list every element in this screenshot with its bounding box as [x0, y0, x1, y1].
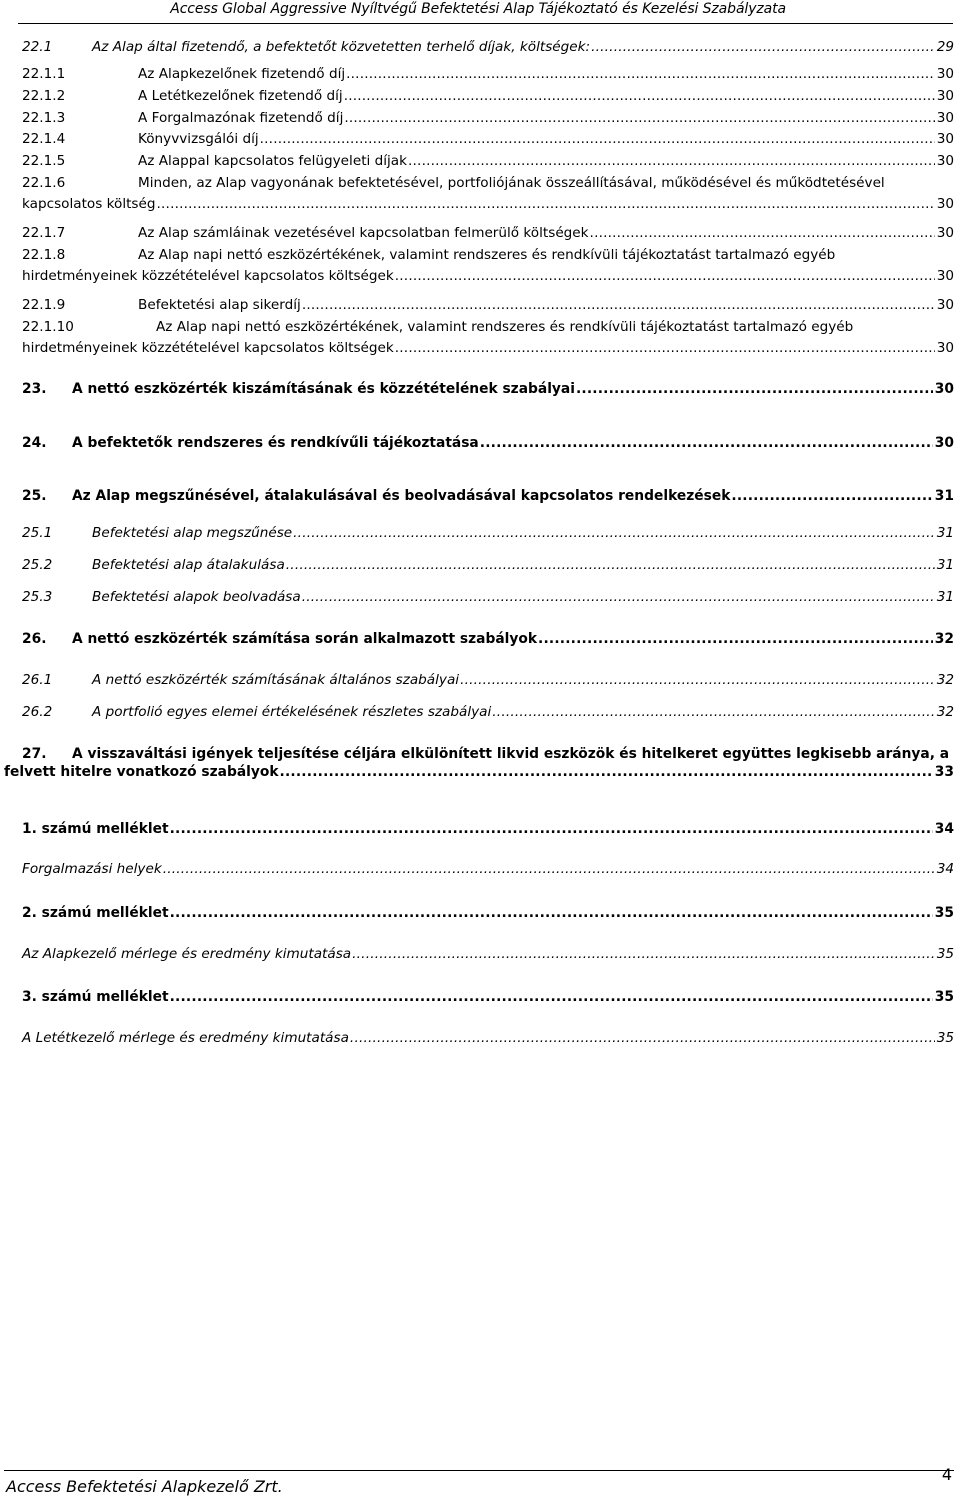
toc-entry-title-line: A visszaváltási igények teljesítése céljára elkülönített likvid eszközök és hitelkeret együttes legkisebb aránya, a [72, 746, 950, 762]
toc-entry-number: 22.1.5 [22, 153, 66, 169]
toc-entry[interactable] [4, 745, 954, 781]
toc-dot-leader [170, 820, 933, 838]
toc-entry-number: 26.1 [22, 672, 53, 688]
toc-entry-number: 26.2 [22, 704, 53, 720]
toc-entry-title: 3. számú melléklet [22, 989, 169, 1005]
toc-entry-page: 30 [936, 110, 954, 126]
toc-entry-number: 22.1.3 [22, 110, 66, 126]
toc-dot-leader [157, 195, 935, 213]
header-divider [18, 23, 953, 24]
page-footer [0, 1465, 960, 1500]
toc-dot-leader [731, 487, 932, 505]
toc-dot-leader [395, 267, 935, 285]
toc-dot-leader [576, 380, 933, 398]
toc-entry-title: 2. számú melléklet [22, 905, 169, 921]
toc-dot-leader [286, 556, 935, 574]
toc-entry-title: A Forgalmazónak fizetendő díj [138, 110, 344, 126]
page-header [0, 0, 960, 22]
toc-entry-page: 30 [934, 435, 954, 451]
toc-entry-title: hirdetményeinek közzétételével kapcsolatos költségek [22, 340, 394, 356]
toc-dot-leader [492, 703, 934, 721]
toc-dot-leader [302, 296, 935, 314]
toc-entry-title: Az Alappal kapcsolatos felügyeleti díjak [138, 153, 408, 169]
toc-entry-title: A befektetők rendszeres és rendkívűli tájékoztatása [72, 435, 479, 451]
toc-dot-leader [280, 763, 933, 781]
page-number: 4 [941, 1465, 952, 1484]
toc-entry-page: 35 [934, 989, 954, 1005]
toc-entry[interactable] [22, 109, 954, 127]
toc-entry-page: 32 [934, 631, 954, 647]
toc-entry-page: 30 [936, 225, 954, 241]
toc-entry-page: 33 [934, 764, 954, 780]
toc-entry[interactable] [22, 296, 954, 314]
toc-entry-page: 30 [936, 66, 954, 82]
toc-entry-title-line: Az Alap napi nettó eszközértékének, valamint rendszeres és rendkívüli tájékoztatást tartalmazó egyéb [156, 319, 854, 335]
toc-entry[interactable] [22, 174, 954, 213]
toc-entry[interactable] [22, 65, 954, 83]
toc-entry-page: 35 [936, 1030, 954, 1046]
toc-entry-number: 25.3 [22, 589, 53, 605]
toc-entry-title: Az Alap megszűnésével, átalakulásával és beolvadásával kapcsolatos rendelkezések [72, 488, 731, 504]
header-title: Access Global Aggressive Nyíltvégű Befektetési Alap Tájékoztató és Kezelési Szabályzata [170, 1, 786, 17]
toc-entry-title: Az Alapkezelőnek fizetendő díj [138, 66, 346, 82]
toc-dot-leader [460, 671, 935, 689]
toc-entry-number: 22.1.7 [22, 225, 66, 241]
toc-entry-title: Befektetési alap sikerdíj [138, 297, 301, 313]
toc-entry[interactable] [22, 434, 954, 452]
toc-dot-leader [163, 860, 935, 878]
footer-divider [4, 1470, 954, 1471]
toc-entry[interactable] [22, 130, 954, 148]
toc-entry-title: felvett hitelre vonatkozó szabályok [4, 764, 279, 780]
toc-entry-title-line: Az Alap napi nettó eszközértékének, valamint rendszeres és rendkívüli tájékoztatást tartalmazó egyéb [138, 247, 836, 263]
toc-dot-leader [344, 109, 934, 127]
toc-entry-title: hirdetményeinek közzétételével kapcsolatos költségek [22, 268, 394, 284]
toc-entry-page: 30 [936, 196, 954, 212]
toc-entry[interactable] [22, 246, 954, 285]
toc-entry-page: 30 [936, 268, 954, 284]
toc-entry-number: 22.1 [22, 39, 53, 55]
toc-entry-number: 22.1.9 [22, 297, 66, 313]
toc-entry-title: A portfolió egyes elemei értékelésének részletes szabályai [92, 704, 492, 720]
toc-entry[interactable] [22, 152, 954, 170]
toc-entry-title: A nettó eszközérték kiszámításának és közzétételének szabályai [72, 381, 575, 397]
toc-entry-number: 25.2 [22, 557, 53, 573]
toc-entry-number: 22.1.10 [22, 319, 74, 335]
toc-entry-page: 31 [936, 525, 954, 541]
toc-entry-number: 27. [22, 746, 47, 762]
toc-entry-page: 31 [936, 589, 954, 605]
toc-entry[interactable] [22, 556, 954, 574]
toc-entry-title: Az Alap által fizetendő, a befektetőt közvetetten terhelő díjak, költségek: [92, 39, 591, 55]
toc-dot-leader [591, 38, 935, 56]
toc-entry-page: 31 [934, 488, 954, 504]
toc-entry-number: 22.1.2 [22, 88, 66, 104]
toc-entry-page: 34 [934, 821, 954, 837]
toc-entry[interactable] [22, 945, 954, 963]
toc-dot-leader [395, 339, 935, 357]
toc-dot-leader [352, 945, 935, 963]
toc-entry[interactable] [22, 630, 954, 648]
toc-entry-page: 30 [936, 297, 954, 313]
toc-entry[interactable] [22, 820, 954, 838]
toc-entry-title: A Letétkezelő mérlege és eredmény kimutatása [22, 1030, 349, 1046]
toc-entry-title: kapcsolatos költség [22, 196, 156, 212]
toc-entry-page: 34 [936, 861, 954, 877]
toc-entry-page: 31 [936, 557, 954, 573]
toc-entry[interactable] [22, 703, 954, 721]
toc-entry-page: 30 [936, 340, 954, 356]
toc-entry[interactable] [22, 671, 954, 689]
toc-dot-leader [302, 588, 935, 606]
toc-entry[interactable] [22, 87, 954, 105]
toc-dot-leader [538, 630, 933, 648]
toc-entry-page: 35 [934, 905, 954, 921]
toc-dot-leader [480, 434, 933, 452]
toc-entry-title: A nettó eszközérték számításának általános szabályai [92, 672, 460, 688]
toc-entry-title: A nettó eszközérték számítása során alkalmazott szabályok [72, 631, 538, 647]
toc-dot-leader [350, 1029, 935, 1047]
toc-entry[interactable] [22, 224, 954, 242]
toc-entry[interactable] [22, 904, 954, 922]
toc-entry-title: Befektetési alap megszűnése [92, 525, 293, 541]
toc-entry-page: 30 [934, 381, 954, 397]
toc-entry-title-line: Minden, az Alap vagyonának befektetésével, portfoliójának összeállításával, működésével és működtetésével [138, 175, 885, 191]
toc-entry[interactable] [22, 1029, 954, 1047]
toc-entry-page: 29 [936, 39, 954, 55]
toc-entry[interactable] [22, 38, 954, 56]
toc-entry[interactable] [22, 524, 954, 542]
toc-dot-leader [408, 152, 935, 170]
toc-entry[interactable] [22, 318, 954, 357]
toc-entry-title: Könyvvizsgálói díj [138, 131, 259, 147]
toc-entry[interactable] [22, 487, 954, 505]
toc-entry[interactable] [22, 380, 954, 398]
toc-entry-title: Forgalmazási helyek [22, 861, 162, 877]
toc-entry-number: 26. [22, 631, 47, 647]
toc-entry-title: A Letétkezelőnek fizetendő díj [138, 88, 343, 104]
toc-dot-leader [590, 224, 935, 242]
toc-entry-page: 30 [936, 131, 954, 147]
toc-entry-page: 30 [936, 153, 954, 169]
footer-company: Access Befektetési Alapkezelő Zrt. [6, 1477, 283, 1496]
toc-entry-title: Az Alapkezelő mérlege és eredmény kimutatása [22, 946, 352, 962]
toc-dot-leader [170, 988, 933, 1006]
toc-dot-leader [260, 130, 935, 148]
toc-entry-page: 30 [936, 88, 954, 104]
toc-entry[interactable] [22, 860, 954, 878]
toc-entry-page: 35 [936, 946, 954, 962]
toc-entry-number: 22.1.8 [22, 247, 66, 263]
toc-entry[interactable] [22, 988, 954, 1006]
toc-entry-page: 32 [936, 672, 954, 688]
toc-entry-number: 22.1.1 [22, 66, 66, 82]
toc-entry-number: 25. [22, 488, 47, 504]
toc-entry-number: 25.1 [22, 525, 53, 541]
toc-entry-title: Az Alap számláinak vezetésével kapcsolatban felmerülő költségek [138, 225, 589, 241]
toc-dot-leader [344, 87, 935, 105]
toc-dot-leader [293, 524, 935, 542]
toc-entry-page: 32 [936, 704, 954, 720]
toc-entry-number: 23. [22, 381, 47, 397]
toc-entry[interactable] [22, 588, 954, 606]
toc-dot-leader [170, 904, 933, 922]
toc-dot-leader [346, 65, 935, 83]
toc-entry-title: Befektetési alap átalakulása [92, 557, 285, 573]
toc-entry-title: 1. számú melléklet [22, 821, 169, 837]
toc-entry-number: 22.1.4 [22, 131, 66, 147]
toc-entry-number: 22.1.6 [22, 175, 66, 191]
toc-entry-number: 24. [22, 435, 47, 451]
toc-entry-title: Befektetési alapok beolvadása [92, 589, 301, 605]
